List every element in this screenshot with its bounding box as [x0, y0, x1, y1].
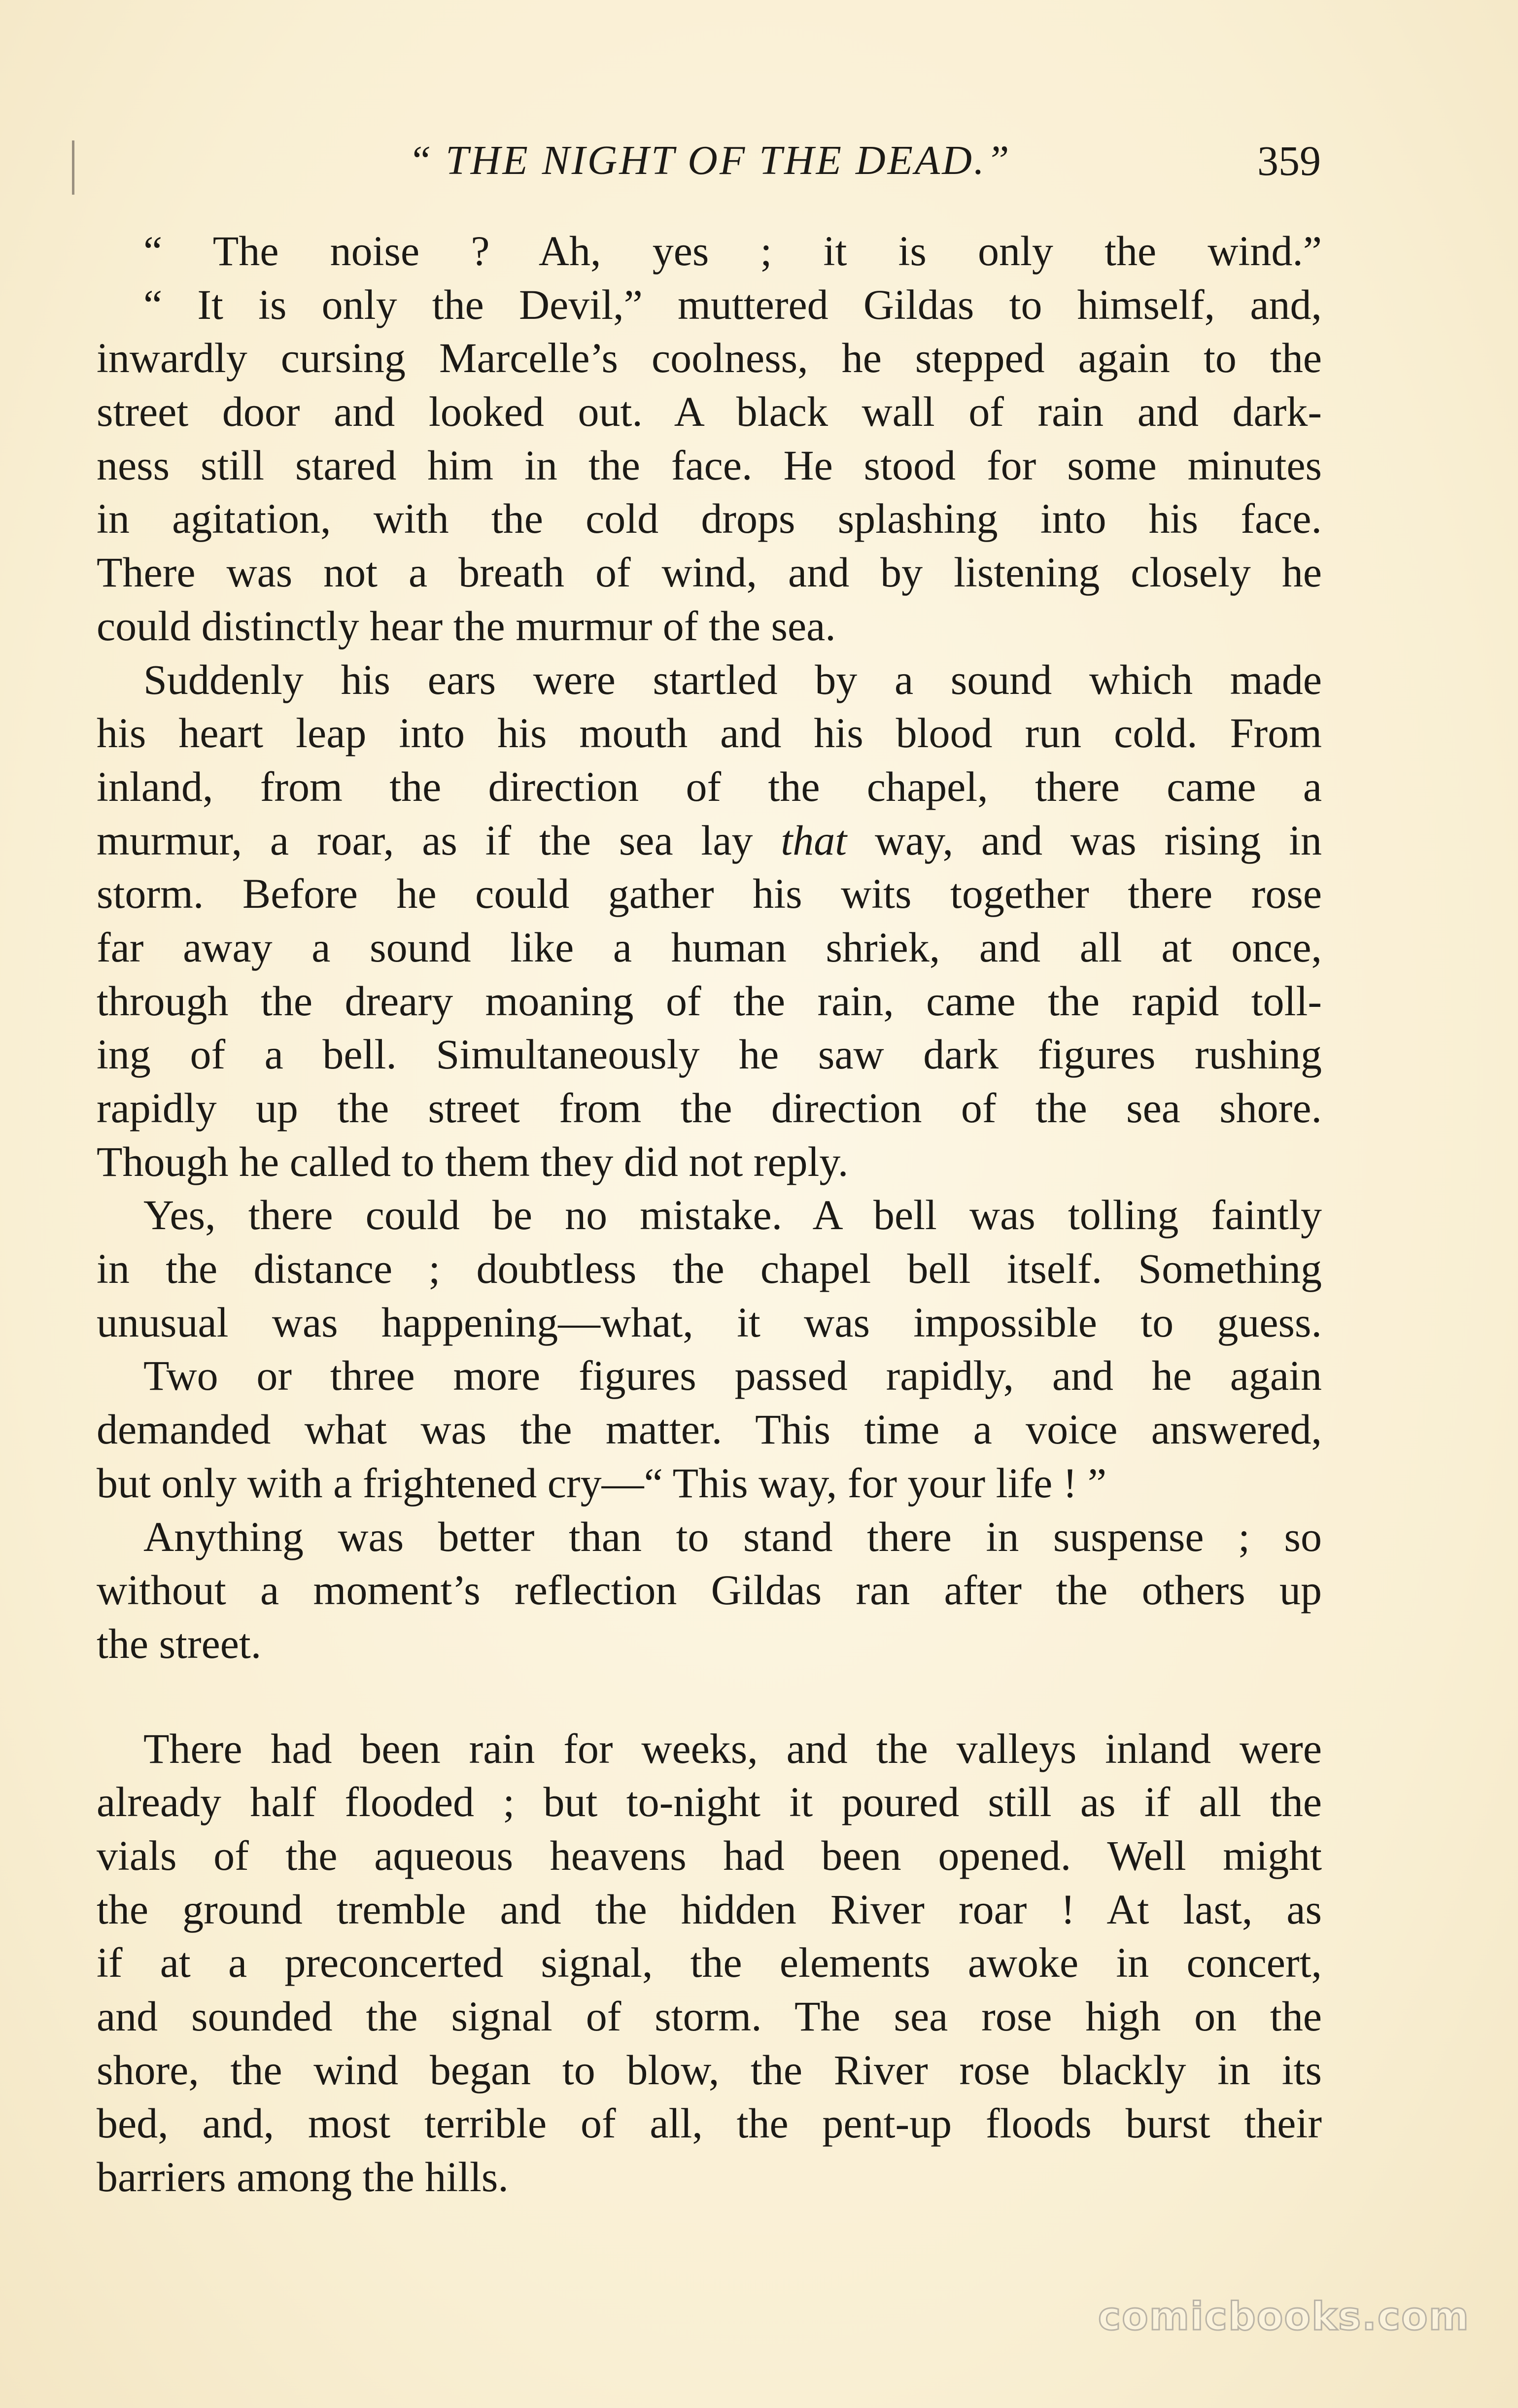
- text-line: “ The noise ? Ah, yes ; it is only the wind.”: [143, 227, 1322, 275]
- text-segment: murmur, a roar, as if the sea lay: [97, 816, 753, 864]
- text-line: the ground tremble and the hidden River roar ! At last, as: [97, 1885, 1322, 1933]
- text-line: in the distance ; doubtless the chapel bell itself. Something: [97, 1245, 1322, 1293]
- text-line: his heart leap into his mouth and his blood run cold. From: [97, 709, 1322, 757]
- text-line-with-italic: [97, 814, 1322, 867]
- text-line: bed, and, most terrible of all, the pent-up floods burst their: [97, 2099, 1322, 2147]
- text-line: far away a sound like a human shriek, and all at once,: [97, 923, 1322, 971]
- text-line: vials of the aqueous heavens had been opened. Well might: [97, 1831, 1322, 1879]
- text-line: inwardly cursing Marcelle’s coolness, he stepped again to the: [97, 334, 1322, 382]
- text-line: in agitation, with the cold drops splashing into his face.: [97, 495, 1322, 543]
- page-number: 359: [1257, 137, 1321, 184]
- text-line: and sounded the signal of storm. The sea rose high on the: [97, 1993, 1322, 2040]
- text-line: street door and looked out. A black wall of rain and dark-: [97, 388, 1322, 436]
- text-line: Though he called to them they did not reply.: [97, 1137, 849, 1185]
- text-line: but only with a frightened cry—“ This way, for your life ! ”: [97, 1459, 1107, 1507]
- text-line: barriers among the hills.: [97, 2153, 509, 2201]
- running-head: “ THE NIGHT OF THE DEAD.”: [408, 138, 1011, 183]
- text-line: through the dreary moaning of the rain, came the rapid toll-: [97, 977, 1322, 1025]
- text-line: Yes, there could be no mistake. A bell was tolling faintly: [143, 1191, 1322, 1239]
- gutter-mark: [72, 140, 74, 195]
- text-line: inland, from the direction of the chapel, there came a: [97, 762, 1322, 810]
- text-line: if at a preconcerted signal, the elements awoke in concert,: [97, 1939, 1322, 1987]
- text-line: shore, the wind began to blow, the River rose blackly in its: [97, 2046, 1322, 2094]
- text-line: There had been rain for weeks, and the valleys inland were: [143, 1724, 1322, 1772]
- page-header: [99, 131, 1321, 190]
- text-line: storm. Before he could gather his wits together there rose: [97, 870, 1322, 918]
- text-line: Two or three more figures passed rapidly, and he again: [143, 1352, 1322, 1400]
- text-line: ness still stared him in the face. He stood for some minutes: [97, 441, 1322, 489]
- text-line: rapidly up the street from the direction of the sea shore.: [97, 1084, 1322, 1132]
- text-line: demanded what was the matter. This time a voice answered,: [97, 1406, 1322, 1453]
- text-line: the street.: [97, 1619, 262, 1667]
- watermark: comicbooks.com: [1098, 2295, 1470, 2339]
- text-line: could distinctly hear the murmur of the sea.: [97, 602, 836, 650]
- text-line: without a moment’s reflection Gildas ran after the others up: [97, 1566, 1322, 1614]
- body-text: [97, 224, 1322, 2235]
- italic-word: that: [781, 816, 847, 864]
- text-line: Suddenly his ears were startled by a sound which made: [143, 655, 1322, 703]
- text-line: ing of a bell. Simultaneously he saw dark figures rushing: [97, 1031, 1322, 1078]
- text-line: already half flooded ; but to-night it poured still as if all the: [97, 1778, 1322, 1826]
- text-line: “ It is only the Devil,” muttered Gildas to himself, and,: [143, 280, 1322, 328]
- text-line: There was not a breath of wind, and by listening closely he: [97, 549, 1322, 596]
- text-line: unusual was happening—what, it was impossible to guess.: [97, 1298, 1322, 1346]
- text-line: Anything was better than to stand there in suspense ; so: [143, 1513, 1322, 1560]
- text-segment: way, and was rising in: [874, 816, 1322, 864]
